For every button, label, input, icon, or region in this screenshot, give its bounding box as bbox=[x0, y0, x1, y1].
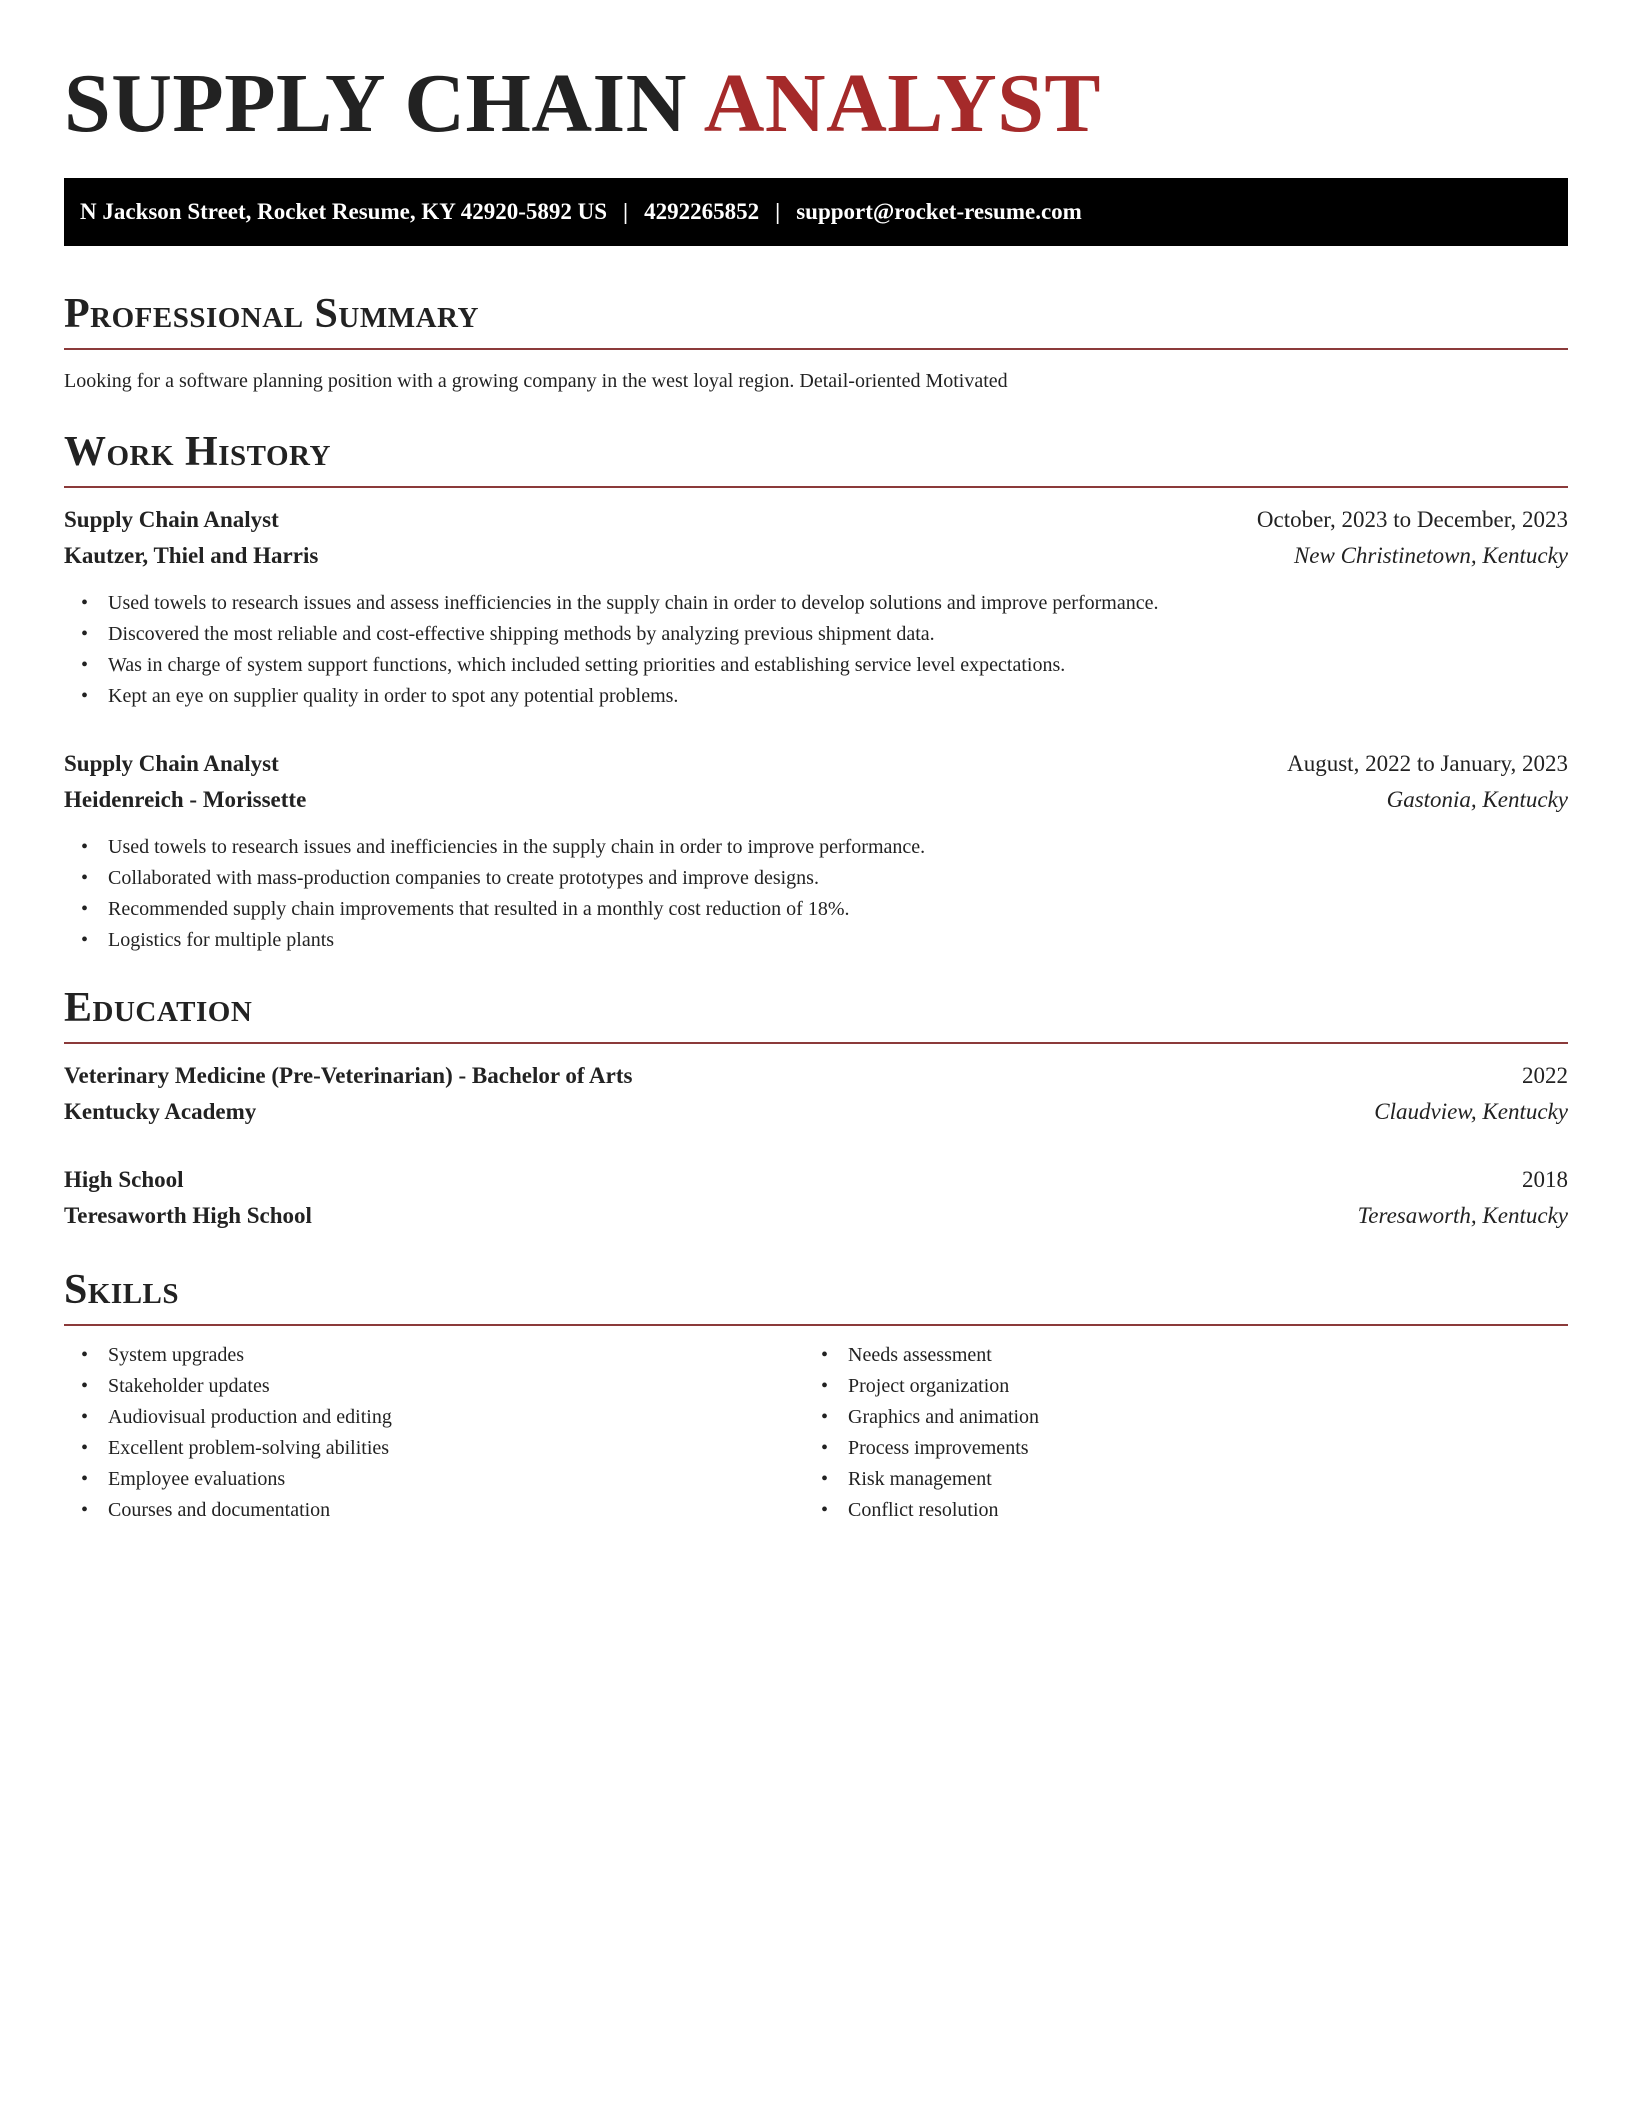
section-heading-summary: Professional Summary bbox=[64, 291, 479, 337]
job-entry bbox=[64, 502, 1568, 712]
section-heading-work-history: Work History bbox=[64, 429, 331, 475]
skill-item: • Stakeholder updates bbox=[108, 1371, 804, 1402]
skills-grid bbox=[64, 1340, 1568, 1526]
education-year: 2022 bbox=[1522, 1063, 1568, 1088]
job-bullet: • Used towels to research issues and assess inefficiencies in the supply chain in order to develop solutions and improve performance. bbox=[108, 588, 1568, 619]
job-bullet: • Recommended supply chain improvements that resulted in a monthly cost reduction of 18%. bbox=[108, 894, 1568, 925]
section-divider bbox=[64, 1324, 1568, 1326]
contact-bar bbox=[64, 178, 1568, 246]
skill-item: • Needs assessment bbox=[848, 1340, 1544, 1371]
education-entry bbox=[64, 1058, 1568, 1130]
job-bullet: • Discovered the most reliable and cost-effective shipping methods by analyzing previous shipment data. bbox=[108, 619, 1568, 650]
section-heading-education: Education bbox=[64, 985, 253, 1031]
job-title: Supply Chain Analyst bbox=[64, 507, 279, 532]
job-location: New Christinetown, Kentucky bbox=[1293, 543, 1568, 568]
skill-item: • Risk management bbox=[848, 1464, 1544, 1495]
education-location: Teresaworth, Kentucky bbox=[1357, 1203, 1568, 1228]
contact-separator: | bbox=[775, 199, 781, 224]
skills-column-right bbox=[804, 1340, 1544, 1526]
education-year: 2018 bbox=[1522, 1167, 1568, 1192]
education-entry bbox=[64, 1162, 1568, 1234]
skill-item: • Excellent problem-solving abilities bbox=[108, 1433, 804, 1464]
skill-item: • Graphics and animation bbox=[848, 1402, 1544, 1433]
skill-item: • Courses and documentation bbox=[108, 1495, 804, 1526]
job-dates: October, 2023 to December, 2023 bbox=[1256, 507, 1568, 532]
job-bullet: • Was in charge of system support functions, which included setting priorities and establishing service level expectations. bbox=[108, 650, 1568, 681]
resume-title bbox=[64, 54, 1568, 154]
section-heading-skills: Skills bbox=[64, 1267, 180, 1313]
skill-item: • Employee evaluations bbox=[108, 1464, 804, 1495]
section-divider bbox=[64, 348, 1568, 350]
skills-column-left bbox=[64, 1340, 804, 1526]
title-primary: SUPPLY CHAIN bbox=[64, 57, 687, 150]
section-divider bbox=[64, 486, 1568, 488]
job-bullets bbox=[64, 832, 1568, 956]
title-accent: ANALYST bbox=[703, 57, 1101, 150]
section-divider bbox=[64, 1042, 1568, 1044]
education-school: Kentucky Academy bbox=[64, 1099, 257, 1124]
skill-item: • Process improvements bbox=[848, 1433, 1544, 1464]
job-title: Supply Chain Analyst bbox=[64, 751, 279, 776]
job-dates: August, 2022 to January, 2023 bbox=[1287, 751, 1568, 776]
skill-item: • Audiovisual production and editing bbox=[108, 1402, 804, 1433]
education-degree: High School bbox=[64, 1167, 184, 1192]
job-company: Kautzer, Thiel and Harris bbox=[64, 543, 319, 568]
job-bullet: • Logistics for multiple plants bbox=[108, 925, 1568, 956]
job-company: Heidenreich - Morissette bbox=[64, 787, 307, 812]
contact-phone: 4292265852 bbox=[644, 199, 760, 224]
contact-address: N Jackson Street, Rocket Resume, KY 42920-5892 US bbox=[80, 199, 608, 224]
summary-text: Looking for a software planning position with a growing company in the west loyal region. Detail-oriented Motivated bbox=[64, 370, 1008, 392]
skills-list bbox=[804, 1340, 1544, 1526]
skill-item: • Project organization bbox=[848, 1371, 1544, 1402]
contact-separator: | bbox=[623, 199, 629, 224]
education-school: Teresaworth High School bbox=[64, 1203, 312, 1228]
skills-list bbox=[64, 1340, 804, 1526]
education-location: Claudview, Kentucky bbox=[1374, 1099, 1568, 1124]
education-degree: Veterinary Medicine (Pre-Veterinarian) - Bachelor of Arts bbox=[64, 1063, 633, 1088]
job-bullet: • Used towels to research issues and inefficiencies in the supply chain in order to improve performance. bbox=[108, 832, 1568, 863]
contact-email[interactable]: support@rocket-resume.com bbox=[796, 199, 1082, 224]
job-bullets bbox=[64, 588, 1568, 712]
skill-item: • Conflict resolution bbox=[848, 1495, 1544, 1526]
job-bullet: • Kept an eye on supplier quality in order to spot any potential problems. bbox=[108, 681, 1568, 712]
job-entry bbox=[64, 746, 1568, 956]
job-bullet: • Collaborated with mass-production companies to create prototypes and improve designs. bbox=[108, 863, 1568, 894]
job-location: Gastonia, Kentucky bbox=[1386, 787, 1568, 812]
skill-item: • System upgrades bbox=[108, 1340, 804, 1371]
